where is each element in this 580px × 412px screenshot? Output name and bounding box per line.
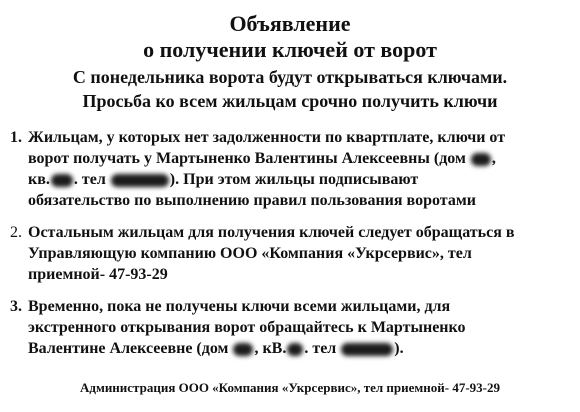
item-1-text-4: обязательство по выполнению правил пользования воротами [28, 192, 476, 209]
item-3-line-1 [10, 296, 575, 317]
item-2-text-1: Остальным жильцам для получения ключей следует обращаться в [28, 224, 515, 241]
item-1-text-3c: ). При этом жильцы подписывают [169, 171, 419, 188]
redacted-phone-number [111, 174, 169, 187]
item-2-line-2 [10, 243, 575, 264]
item-3-text-2: экстренного открывания ворот обращайтесь к Мартыненко [28, 319, 466, 336]
redacted-house-number [471, 153, 491, 166]
item-3-line-3 [10, 338, 575, 359]
item-3-text-3c: . тел [304, 340, 337, 357]
item-3-text-3b: , кВ. [254, 340, 287, 357]
item-1-line-2: ворот получать у Мартыненко Валентины Алексеевны (дом , [28, 150, 496, 167]
list-item-3 [10, 296, 575, 359]
item-3-text-3a: Валентине Алексеевне (дом [28, 340, 229, 357]
list-item-2 [10, 222, 575, 285]
redacted-flat-number [287, 343, 303, 356]
item-2-text-2: Управляющую компанию ООО «Компания «Укрсервис», тел [28, 245, 472, 262]
item-3-text-3d: ). [394, 340, 404, 357]
redacted-phone-number [341, 343, 393, 356]
announcement-title: Объявление [229, 11, 351, 36]
item-1-line-1 [10, 127, 575, 148]
redacted-flat-number [51, 174, 73, 187]
item-1-line-3 [10, 169, 575, 190]
item-3-text-1: Временно, пока не получены ключи всеми жильцами, для [28, 298, 451, 315]
item-3-line-2 [10, 317, 575, 338]
item-1-text-2: ворот получать у Мартыненко Валентины Алексеевны (дом [28, 150, 466, 167]
footer-signature: Администрация ООО «Компания «Укрсервис», тел приемной- 47-93-29 [80, 380, 500, 395]
item-1-text-3a: кв. [28, 171, 50, 188]
list-item-1 [10, 127, 575, 211]
intro-line-1: С понедельника ворота будут открываться ключами. [72, 67, 508, 87]
item-3-number: 3. [10, 298, 22, 315]
item-1-number: 1. [10, 129, 22, 146]
item-1-line-4 [10, 190, 575, 211]
item-2-text-3: приемной- 47-93-29 [28, 266, 168, 283]
item-1-text-3b: . тел [73, 171, 106, 188]
item-2-line-3 [10, 264, 575, 285]
intro-line-2: Просьба ко всем жильцам срочно получить ключи [82, 91, 498, 111]
item-2-number: 2. [10, 224, 22, 241]
item-2-line-1 [10, 222, 575, 243]
announcement-subtitle: о получении ключей от ворот [143, 37, 437, 62]
item-1-text-1: Жильцам, у которых нет задолженности по квартплате, ключи от [28, 129, 506, 146]
redacted-house-number [233, 343, 253, 356]
